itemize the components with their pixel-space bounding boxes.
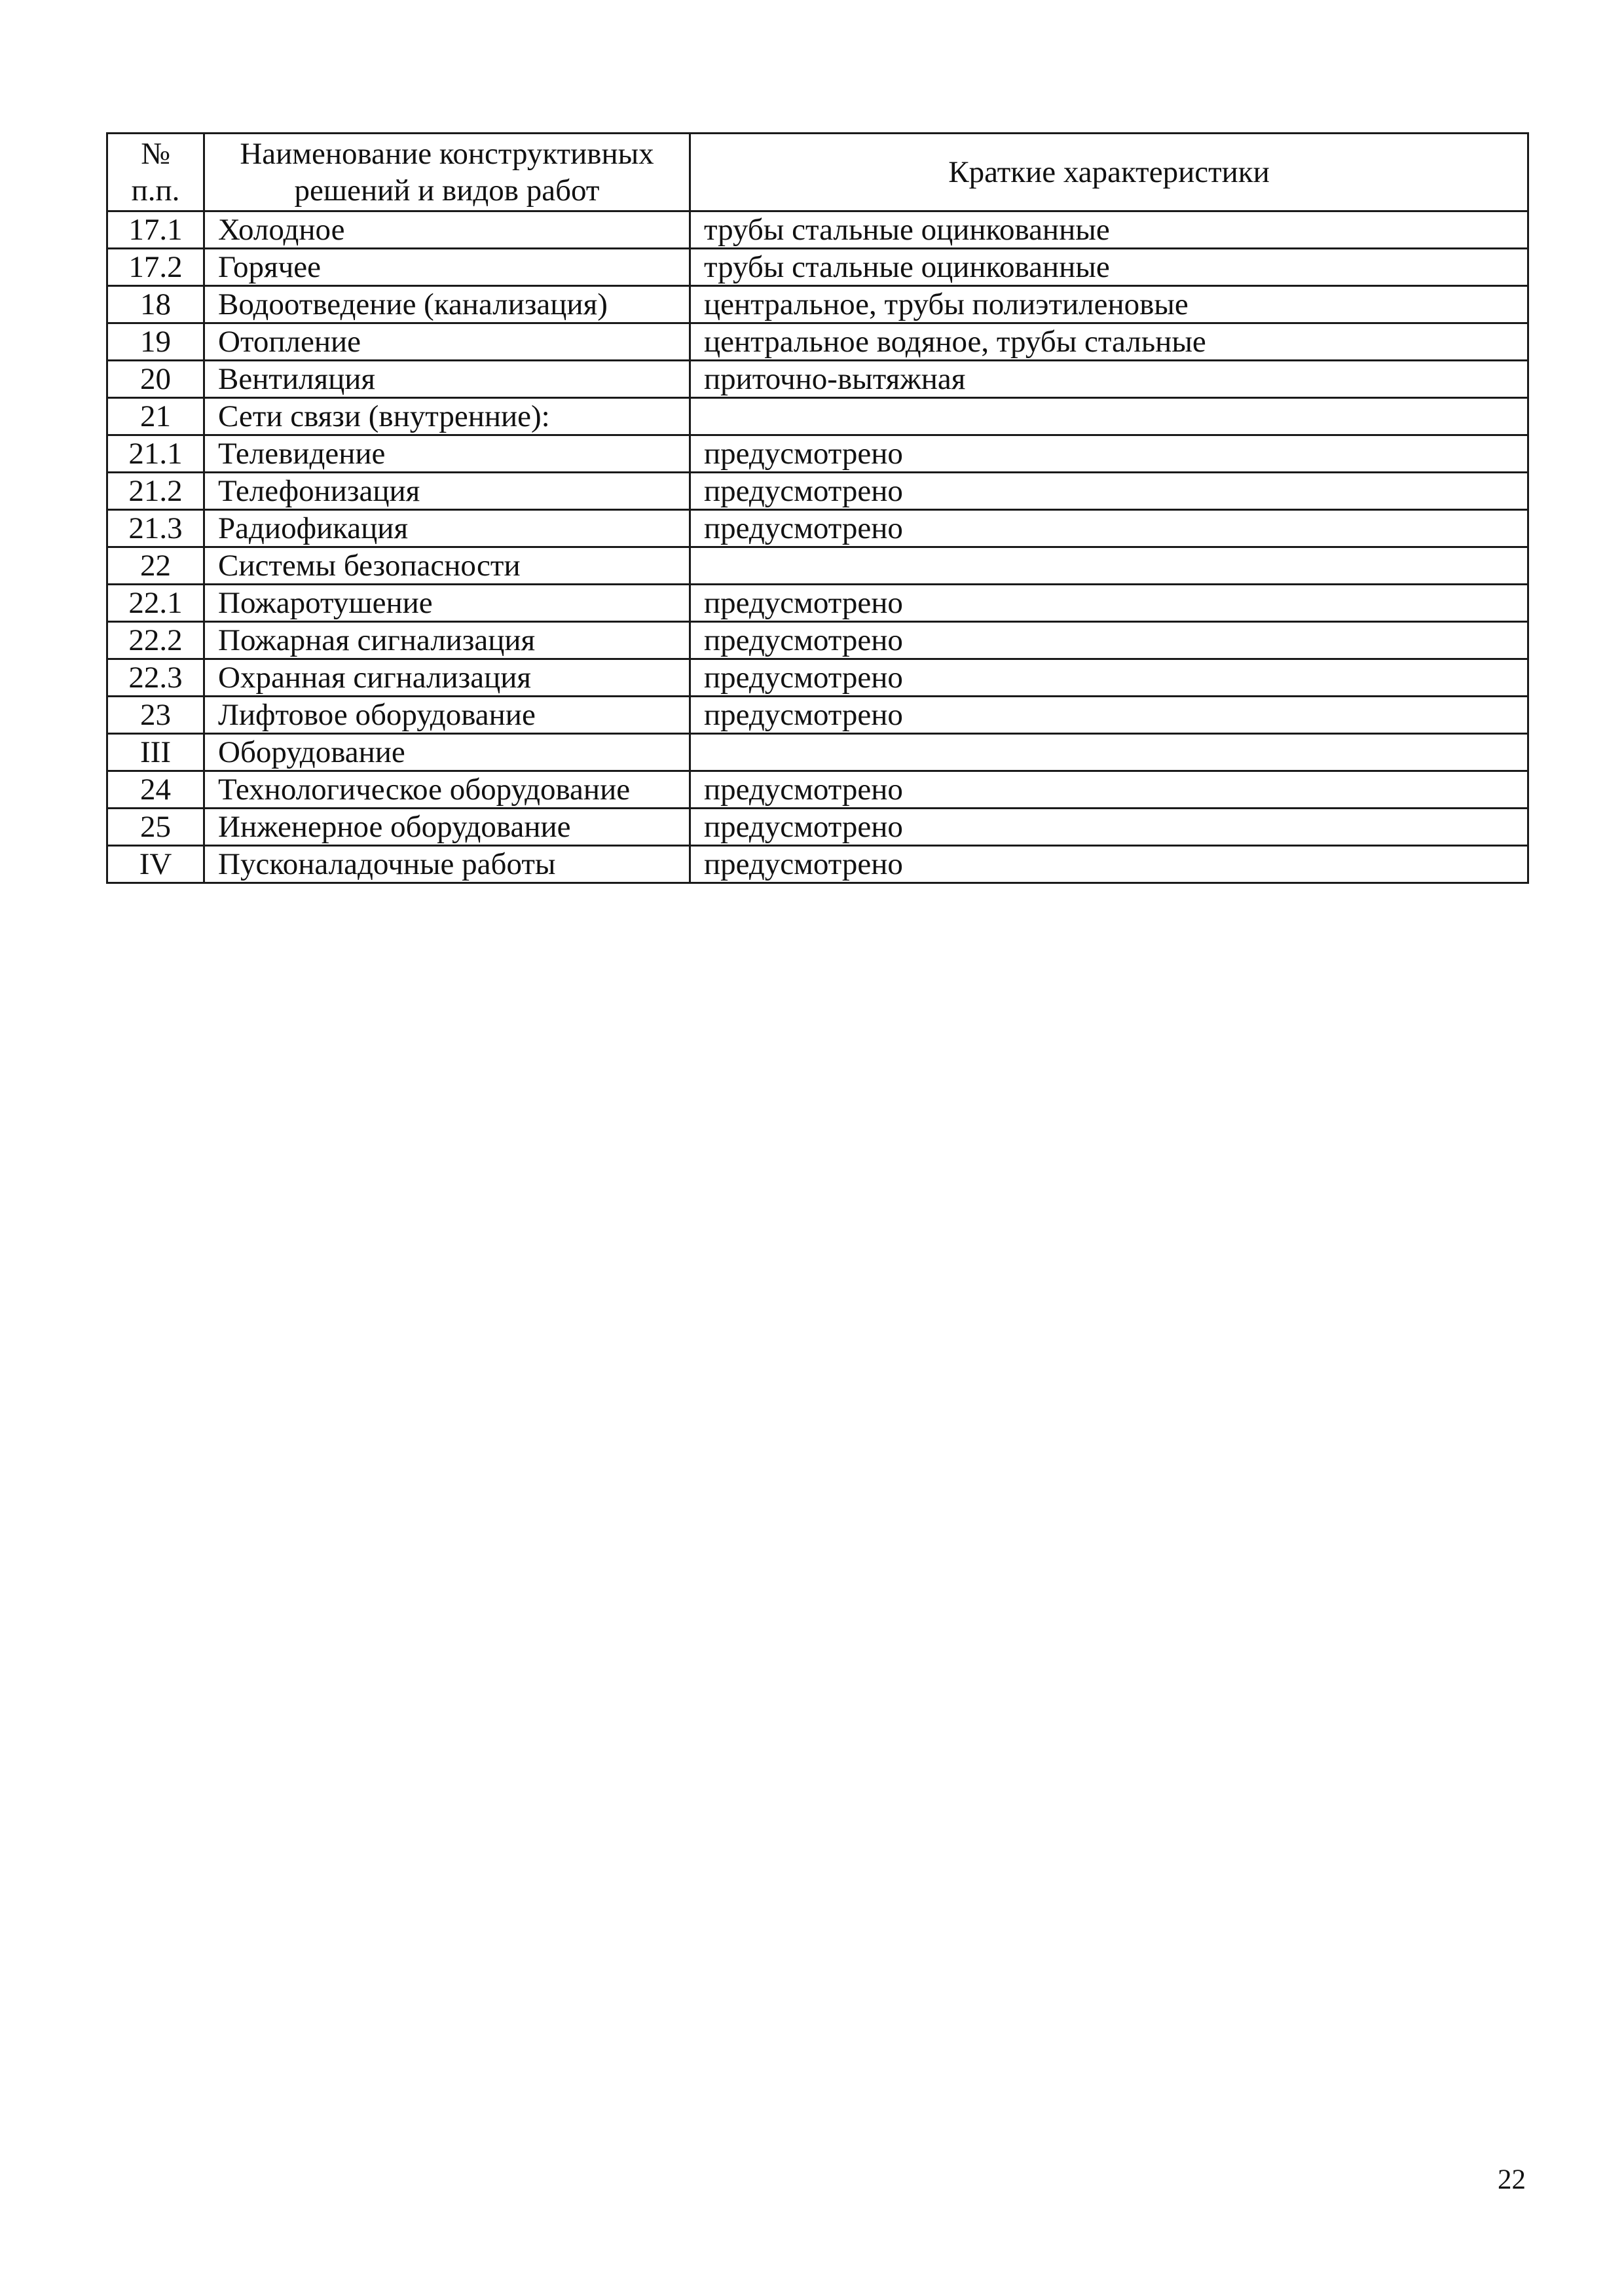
table-row [107,510,1528,547]
table-row [107,361,1528,398]
row-number: 21 [107,398,204,435]
table-row [107,547,1528,585]
row-description: предусмотрено [690,435,1528,473]
row-description [690,547,1528,585]
row-name: Пожаротушение [204,585,690,622]
row-description: предусмотрено [690,510,1528,547]
row-number: 18 [107,286,204,323]
page-number: 22 [1498,2164,1526,2195]
row-number: 24 [107,771,204,809]
row-name: Пожарная сигнализация [204,622,690,659]
table-row [107,697,1528,734]
table-row [107,659,1528,697]
table-row [107,286,1528,323]
row-name: Системы безопасности [204,547,690,585]
row-name: Горячее [204,249,690,286]
row-name: Холодное [204,211,690,249]
row-description: предусмотрено [690,473,1528,510]
row-number: 22.2 [107,622,204,659]
row-number: 25 [107,809,204,846]
row-number: 21.3 [107,510,204,547]
row-number: 19 [107,323,204,361]
table-row [107,734,1528,771]
row-name: Инженерное оборудование [204,809,690,846]
row-name: Лифтовое оборудование [204,697,690,734]
row-number: 22.1 [107,585,204,622]
row-name: Вентиляция [204,361,690,398]
table-row [107,473,1528,510]
table-header [107,134,1528,211]
row-number: 21.1 [107,435,204,473]
table-row [107,249,1528,286]
row-number: 21.2 [107,473,204,510]
row-name: Пусконаладочные работы [204,846,690,883]
row-number: 17.1 [107,211,204,249]
row-description: предусмотрено [690,809,1528,846]
table-row [107,771,1528,809]
row-number: 17.2 [107,249,204,286]
row-description: приточно-вытяжная [690,361,1528,398]
row-description: центральное водяное, трубы стальные [690,323,1528,361]
row-number: 22.3 [107,659,204,697]
table-row [107,435,1528,473]
row-name: Водоотведение (канализация) [204,286,690,323]
header-row [107,134,1528,211]
row-description: предусмотрено [690,697,1528,734]
row-name: Охранная сигнализация [204,659,690,697]
row-description: предусмотрено [690,771,1528,809]
row-description: трубы стальные оцинкованные [690,249,1528,286]
row-name: Технологическое оборудование [204,771,690,809]
specifications-table [106,132,1529,884]
row-name: Телефонизация [204,473,690,510]
table-body [107,211,1528,883]
row-description: предусмотрено [690,585,1528,622]
row-description: центральное, трубы полиэтиленовые [690,286,1528,323]
table-row [107,323,1528,361]
row-name: Оборудование [204,734,690,771]
row-description: трубы стальные оцинкованные [690,211,1528,249]
row-description [690,734,1528,771]
row-number: 22 [107,547,204,585]
row-number: 23 [107,697,204,734]
table-row [107,846,1528,883]
header-number: № п.п. [107,134,204,211]
row-description: предусмотрено [690,846,1528,883]
table-row [107,622,1528,659]
row-description: предусмотрено [690,622,1528,659]
row-name: Сети связи (внутренние): [204,398,690,435]
row-name: Телевидение [204,435,690,473]
table-row [107,585,1528,622]
row-name: Радиофикация [204,510,690,547]
header-name: Наименование конструктивных решений и видов работ [204,134,690,211]
header-description: Краткие характеристики [690,134,1528,211]
row-description [690,398,1528,435]
row-number: III [107,734,204,771]
table-row [107,398,1528,435]
row-description: предусмотрено [690,659,1528,697]
row-name: Отопление [204,323,690,361]
table-row [107,211,1528,249]
row-number: IV [107,846,204,883]
table-row [107,809,1528,846]
row-number: 20 [107,361,204,398]
